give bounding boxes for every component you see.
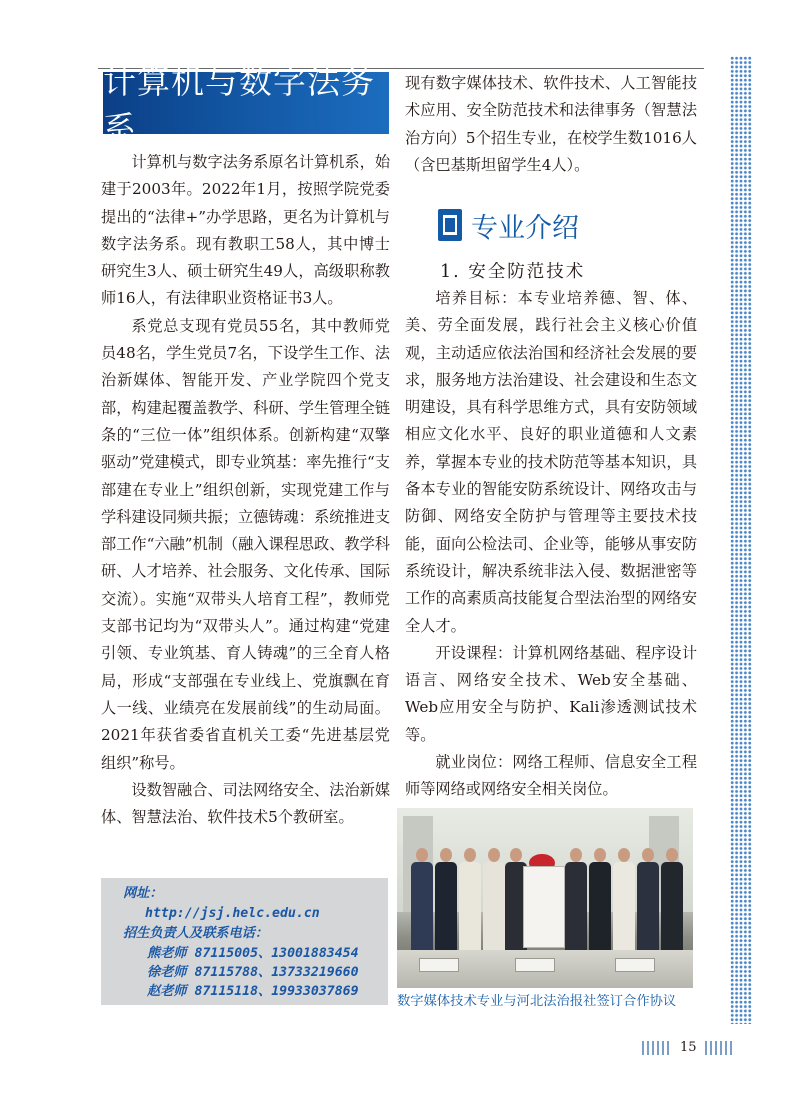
- intro-paragraph: 计算机与数字法务系原名计算机系，始建于2003年。2022年1月，按照学院党委提出的“法律+”办学思路，更名为计算机与数字法务系。现有教职工58人，其中博士研究生3人、硕士研究生49人，高级职称教师16人，有法律职业资格证书3人。: [101, 153, 390, 308]
- photo-person: [483, 848, 505, 950]
- photo-person: [411, 848, 433, 950]
- party-paragraph: 系党总支现有党员55名，其中教师党员48名，学生党员7名，下设学生工作、法治新媒体、智能开发、产业学院四个党支部，构建起覆盖教学、科研、学生管理全链条的“三位一体”组织体系。创新构建“双擎驱动”党建模式，即专业筑基：率先推行“支部建在专业上”组织创新，实现党建工作与学科建设同频共振；立德铸魂：系统推进支部工作“六融”机制（融入课程思政、教学科研、人才培养、社会服务、文化传承、国际交流）。实施“双带头人培育工程”，教师党支部书记均为“双带头人”。通过构建“党建引领、专业筑基、育人铸魂”的三全育人格局，形成“支部强在专业线上、党旗飘在育人一线、业绩亮在发展前线”的生动局面。2021年获省委省直机关工委“先进基层党组织”称号。: [101, 316, 390, 772]
- photo-person: [589, 848, 611, 950]
- section-title: 专业介绍: [471, 212, 579, 244]
- left-column: [101, 149, 390, 831]
- photo-person: [613, 848, 635, 950]
- major-title: 1. 安全防范技术: [440, 262, 586, 282]
- contact-entry: 赵老师 87115118、19933037869: [147, 984, 359, 999]
- photo-nameplate: [515, 958, 555, 972]
- photo-caption: 数字媒体技术专业与河北法治报社签订合作协议: [397, 994, 677, 1009]
- admissions-label: 招生负责人及联系电话：: [123, 926, 269, 941]
- signing-ceremony-photo: [397, 808, 693, 988]
- right-column-continuation: [405, 70, 697, 179]
- photo-person: [637, 848, 659, 950]
- contact-entry: 徐老师 87115788、13733219660: [147, 965, 359, 980]
- section-heading: [438, 205, 579, 245]
- photo-person: [459, 848, 481, 950]
- majors-paragraph: 现有数字媒体技术、软件技术、人工智能技术应用、安全防范技术和法律事务（智慧法治方向）5个招生专业，在校学生数1016人（含巴基斯坦留学生4人）。: [405, 74, 697, 174]
- website-link[interactable]: http://jsj.helc.edu.cn: [145, 906, 320, 921]
- photo-plaque: [523, 866, 565, 948]
- photo-nameplate: [615, 958, 655, 972]
- training-goal-paragraph: 培养目标：本专业培养德、智、体、美、劳全面发展，践行社会主义核心价值观，主动适应依法治国和经济社会发展的要求，服务地方法治建设、社会建设和生态文明建设，具有科学思维方式，具有安防领域相应文化水平、良好的职业道德和人文素养，掌握本专业的技术防范等基本知识，具备本专业的智能安防系统设计、网络攻击与防御、网络安全防护与管理等主要技术技能，面向公检法司、企业等，能够从事安防系统设计，解决系统非法入侵、数据泄密等工作的高素质高技能复合型法治型的网络安全人才。: [405, 289, 697, 635]
- page-number: 15: [680, 1040, 697, 1055]
- page-bars-left: [642, 1041, 672, 1055]
- right-column: [405, 285, 697, 804]
- department-title-banner: [103, 62, 389, 148]
- courses-paragraph: 开设课程：计算机网络基础、程序设计语言、网络安全技术、Web安全基础、Web应用安全与防护、Kali渗透测试技术等。: [405, 643, 697, 744]
- department-title: 计算机与数字法务系: [103, 62, 375, 148]
- jobs-paragraph: 就业岗位：网络工程师、信息安全工程师等网络或网络安全相关岗位。: [405, 753, 697, 799]
- photo-person: [661, 848, 683, 950]
- photo-nameplate: [419, 958, 459, 972]
- photo-person: [565, 848, 587, 950]
- page-bars-right: [705, 1041, 735, 1055]
- website-label: 网址：: [123, 886, 163, 901]
- contact-info-box: [101, 878, 388, 1005]
- decorative-dot-strip: [730, 56, 752, 1024]
- book-icon: [438, 209, 462, 241]
- contact-entry: 熊老师 87115005、13001883454: [147, 946, 359, 961]
- page-number-footer: [642, 1040, 735, 1055]
- teaching-office-paragraph: 设数智融合、司法网络安全、法治新媒体、智慧法治、软件技术5个教研室。: [101, 780, 390, 827]
- photo-person: [435, 848, 457, 950]
